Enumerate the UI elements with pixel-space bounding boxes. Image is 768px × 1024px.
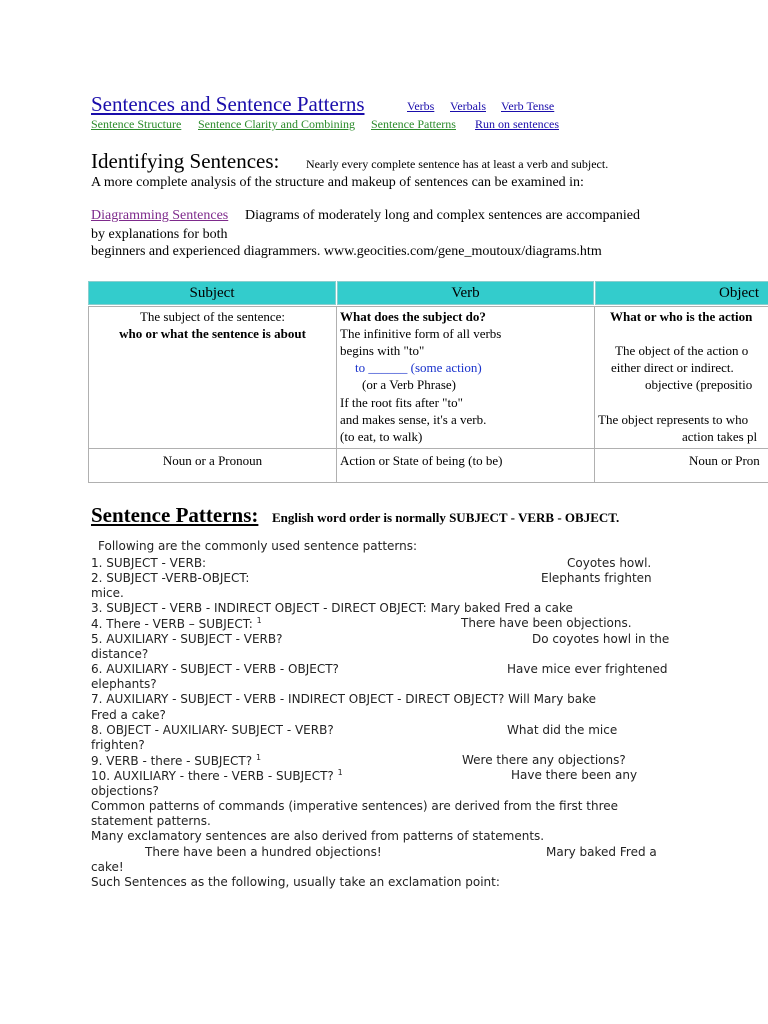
- diagram-description: beginners and experienced diagrammers. www.geocities.com/gene_moutoux/diagrams.htm: [91, 244, 602, 259]
- pattern-item: 3. SUBJECT - VERB - INDIRECT OBJECT - DIRECT OBJECT: Mary baked Fred a cake: [91, 601, 573, 615]
- commands-text: statement patterns.: [91, 814, 211, 828]
- footnote-marker: 1: [255, 753, 262, 762]
- pattern-example: elephants?: [91, 677, 157, 691]
- pattern-item: 7. AUXILIARY - SUBJECT - VERB - INDIRECT OBJECT - DIRECT OBJECT? Will Mary bake: [91, 692, 597, 706]
- pattern-item: 8. OBJECT - AUXILIARY- SUBJECT - VERB?: [91, 723, 334, 737]
- analysis-text: A more complete analysis of the structure and makeup of sentences can be examined in:: [91, 175, 584, 190]
- pattern-item: 6. AUXILIARY - SUBJECT - VERB - OBJECT?: [91, 662, 339, 676]
- pattern-item: [91, 616, 262, 631]
- pattern-example: What did the mice: [507, 723, 618, 737]
- link-verb-tense[interactable]: Verb Tense: [501, 99, 555, 113]
- link-verbs[interactable]: Verbs: [407, 99, 435, 113]
- exclamatory-example: There have been a hundred objections!: [145, 845, 382, 859]
- pattern-example: frighten?: [91, 738, 145, 752]
- object-question: What or who is the action: [610, 309, 753, 324]
- object-line: The object represents to who: [598, 412, 749, 427]
- pattern-item: 5. AUXILIARY - SUBJECT - VERB?: [91, 632, 283, 646]
- exclamatory-text: Many exclamatory sentences are also derived from patterns of statements.: [91, 829, 545, 843]
- subject-line: The subject of the sentence:: [139, 309, 286, 324]
- page-title-link[interactable]: Sentences and Sentence Patterns: [91, 92, 365, 116]
- commands-text: Common patterns of commands (imperative sentences) are derived from the first three: [91, 799, 619, 813]
- header-object-label: Object: [719, 285, 759, 301]
- object-line: The object of the action o: [615, 343, 749, 358]
- diagram-description: by explanations for both: [91, 227, 228, 242]
- pattern-item: [91, 768, 343, 783]
- pattern-example: Elephants frighten: [541, 571, 652, 585]
- exclamatory-example: cake!: [91, 860, 124, 874]
- footnote-marker: 1: [337, 768, 343, 777]
- link-sentence-clarity[interactable]: Sentence Clarity and Combining: [198, 117, 355, 131]
- link-verbals[interactable]: Verbals: [450, 99, 486, 113]
- pattern-example: Coyotes howl.: [567, 556, 652, 570]
- verb-type: Action or State of being (to be): [340, 453, 503, 468]
- header-subject: Subject: [88, 281, 336, 305]
- pattern-example: objections?: [91, 784, 159, 798]
- diagramming-sentences-link[interactable]: Diagramming Sentences: [91, 208, 229, 223]
- diagram-description: Diagrams of moderately long and complex sentences are accompanied: [245, 208, 640, 223]
- header-object: [595, 281, 768, 305]
- verb-line: The infinitive form of all verbs: [340, 326, 502, 341]
- pattern-example: Have mice ever frightened: [507, 662, 668, 676]
- sentence-patterns-note: English word order is normally SUBJECT - VERB - OBJECT.: [272, 510, 620, 525]
- link-sentence-structure[interactable]: Sentence Structure: [91, 117, 182, 131]
- verb-example: to ______ (some action): [355, 360, 482, 375]
- identifying-note: Nearly every complete sentence has at least a verb and subject.: [306, 157, 609, 171]
- pattern-example: distance?: [91, 647, 149, 661]
- exclamatory-example: Mary baked Fred a: [546, 845, 657, 859]
- pattern-text: 9. VERB - there - SUBJECT?: [91, 754, 253, 768]
- verb-question: What does the subject do?: [340, 309, 486, 324]
- object-type: Noun or Pron: [689, 453, 760, 468]
- verb-line: (to eat, to walk): [340, 429, 423, 444]
- verb-line: (or a Verb Phrase): [362, 377, 456, 392]
- verb-line: begins with "to": [340, 343, 425, 358]
- footnote-marker: 1: [256, 616, 262, 625]
- pattern-text: 4. There - VERB – SUBJECT:: [91, 617, 253, 631]
- pattern-example: Have there been any: [511, 768, 638, 782]
- pattern-example: There have been objections.: [461, 616, 632, 630]
- verb-line: and makes sense, it's a verb.: [340, 412, 487, 427]
- link-run-on-sentences[interactable]: Run on sentences: [475, 117, 559, 131]
- pattern-item: 2. SUBJECT -VERB-OBJECT:: [91, 571, 250, 585]
- pattern-example: Fred a cake?: [91, 708, 166, 722]
- header-verb: Verb: [337, 281, 594, 305]
- sentence-patterns-heading: Sentence Patterns:: [91, 503, 259, 527]
- object-line: either direct or indirect.: [611, 360, 734, 375]
- pattern-item: [91, 753, 261, 768]
- exclamation-note: Such Sentences as the following, usually take an exclamation point:: [91, 875, 500, 889]
- pattern-example: Do coyotes howl in the: [532, 632, 670, 646]
- link-sentence-patterns[interactable]: Sentence Patterns: [371, 117, 456, 131]
- verb-line: If the root fits after "to": [340, 395, 463, 410]
- object-line: action takes pl: [682, 429, 758, 444]
- pattern-item: 1. SUBJECT - VERB:: [91, 556, 207, 570]
- subject-type: Noun or a Pronoun: [162, 453, 263, 468]
- pattern-example: mice.: [91, 586, 124, 600]
- patterns-intro: Following are the commonly used sentence patterns:: [98, 539, 418, 553]
- identifying-heading: Identifying Sentences:: [91, 149, 280, 173]
- object-line: objective (prepositio: [645, 377, 753, 392]
- pattern-example: Were there any objections?: [462, 753, 626, 767]
- pattern-text: 10. AUXILIARY - there - VERB - SUBJECT?: [91, 769, 334, 783]
- subject-definition: who or what the sentence is about: [119, 326, 306, 341]
